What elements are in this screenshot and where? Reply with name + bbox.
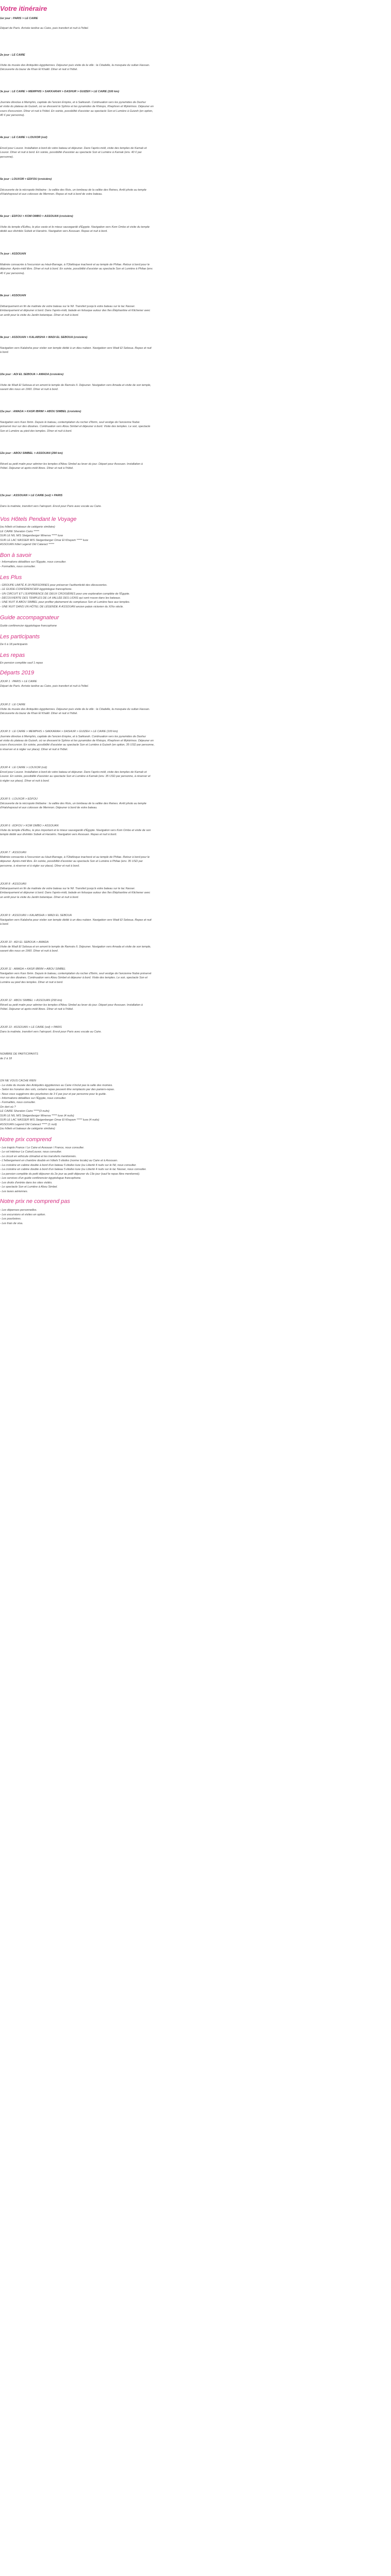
- text-line: Départ de Paris. Arrivée tardive au Caire, puis transfert et nuit à l'hôtel.: [0, 27, 89, 30]
- list-item: - UNE NUIT DANS UN HÔTEL DE LÉGENDE À ASSOUAN ancien palais victorien du XIXe siècle.: [0, 605, 124, 608]
- text-line: SUR LE NIL M/S Steigenberger Minerva ***** luxe (4 nuits): [0, 1114, 74, 1117]
- list-item: - UNE NUIT À ABOU SIMBEL pour profiter pleinement du somptueux Son et Lumière face aux temples.: [0, 601, 131, 604]
- section-heading: Départs 2019: [0, 670, 35, 676]
- list-item: - Nous vous suggérons des pourboires de 3 € par jour et par personne pour le guide.: [0, 1093, 107, 1096]
- text-line: personne, à réserver et à régler sur place). Dîner et nuit à bord.: [0, 865, 80, 868]
- day-title: JOUR 11 : AMADA > KASR IBRIM > ABOU SIMBEL: [0, 968, 66, 971]
- section-heading: Bon à savoir: [0, 552, 32, 558]
- text-line: Découverte du bazar de Khan El Khalili. Dîner et nuit à l'hôtel.: [0, 712, 78, 715]
- text-line: Navigation vers Kasr Ibrim. Depuis le bateau, contemplation du rocher d'Ibrim, seul vestige de l'ancienne Nubie préservé: [0, 972, 152, 975]
- text-line: Navigation vers Kasr Ibrim. Depuis le bateau, contemplation du rocher d'Ibrim, seul vestige de l'ancienne Nubie: [0, 421, 140, 424]
- text-line: savant dès nous en 1960. Dîner et nuit à bord.: [0, 388, 59, 391]
- text-line: LE CAIRE Sheraton Cairo *****(3 nuits): [0, 1110, 50, 1113]
- text-line: Découverte du bazar de Khan El Khalili. Dîner et nuit à l'hôtel.: [0, 68, 78, 71]
- text-line: Dans la matinée, transfert vers l'aéroport. Envol pour Paris avec escale au Caire.: [0, 505, 102, 508]
- day-title: JOUR 3 : LE CAIRE > MEMPHIS > SAKKARAH > DASHUR > GUIZEH > LE CAIRE (100 km): [0, 730, 118, 733]
- text-line: On dort où ?: [0, 1106, 16, 1109]
- text-line: De 6 à 18 participants: [0, 643, 28, 646]
- list-item: - LE GUIDE-CONFÉRENCIER égyptologue francophone.: [0, 588, 73, 591]
- text-line: l'hôtel. Déjeuner et après-midi libres. Dîner et nuit à l'hôtel.: [0, 467, 74, 470]
- text-line: un arrêt pour la visite du Jardin botanique. Dîner et nuit à bord.: [0, 896, 79, 899]
- list-item: - La visite du musée des Antiquités égyptiennes au Caire n'inclut pas la salle des momies.: [0, 1084, 113, 1087]
- text-line: Réveil au petit matin pour admirer les temples d'Abou Simbel au lever du jour. Départ pour Assouan. Installation à: [0, 1004, 143, 1007]
- list-item: - Le vol intérieur Le Caire/Louxor, nous consulter.: [0, 1150, 62, 1154]
- day-title: JOUR 9 : ASSOUAN > KALABSHA > WADI EL SEBOUA: [0, 914, 72, 917]
- day-title: ON NE VOUS CACHE RIEN: [0, 1079, 36, 1082]
- text-line: Visite du musée des Antiquités égyptiennes. Déjeuner puis visite de la ville : la Citadelle, la mosquée du sultan Hassan.: [0, 708, 150, 711]
- text-line: Visite du temple d'Edfou, le plus vaste et le mieux sauvegardé d'Égypte. Navigation vers Kom Ombo et visite du temple: [0, 226, 150, 229]
- text-line: Guide conférencier égyptologue francophone: [0, 624, 57, 628]
- text-line: déjeuner. Après-midi libre. En soirée, possibilité d'assister au spectacle Son et Lumière à Philae (env. 35 USD par: [0, 860, 143, 863]
- text-line: déjeuner. Après-midi libre. Dîner et nuit à bord. En soirée, possibilité d'assister au spectacle Son et Lumière à Philae (env.: [0, 267, 153, 270]
- text-line: Louxor. En soirée, possibilité d'assister au spectacle Son et Lumière à Karnak (env. 35 USD par personne, à réserver et: [0, 775, 151, 778]
- list-item: - Les frais de visa.: [0, 1222, 23, 1225]
- text-line: 40 € par personne).: [0, 114, 25, 117]
- day-title: JOUR 6 : EDFOU > KOM OMBO > ASSOUAN: [0, 824, 59, 827]
- list-item: - GROUPE LIMITÉ À 18 PERSONNES pour préserver l'authenticité des découvertes.: [0, 584, 107, 587]
- text-line: Navigation vers Kalabsha pour visiter son temple dédié à un dieu nubien. Navigation vers Wadi El Seboua. Repas et nuit: [0, 919, 152, 922]
- list-item: - L'hébergement en chambre double en hôtels 5 étoiles (norme locale) au Caire et à Assouan.: [0, 1159, 118, 1162]
- list-item: - La pension complète du petit déjeuner du 2e jour au petit déjeuner du 13e jour (sauf le repas libre mentionné).: [0, 1173, 140, 1176]
- list-item: - Les trajets France / Le Caire et Assouan / France, nous consulter.: [0, 1146, 85, 1149]
- text-line: Lumière au pied des temples. Dîner et nuit à bord.: [0, 981, 63, 984]
- text-line: Journée dévolue à Memphis, capitale de l'ancien Empire, et à Sakkarah. Continuation vers les pyramides de Dashur: [0, 735, 146, 738]
- text-line: préservé mur sur des dizaines. Continuation vers Abou Simbel et déjeuner à bord. Visite des temples. Le soir, spectacle: [0, 425, 151, 428]
- list-item: - Informations détaillées sur l'Égypte, nous consulter.: [0, 1097, 67, 1100]
- section-heading: Vos Hôtels Pendant le Voyage: [0, 516, 77, 522]
- text-line: Visite du temple d'Edfou, le plus important et le mieux sauvegardé d'Égypte. Navigation vers Kom Ombo et visite de son: [0, 829, 151, 832]
- text-line: Débarquement en fin de matinée de votre bateau sur le Nil. Transfert jusqu'à votre bateau sur le lac Nasser.: [0, 887, 136, 890]
- text-line: SUR LE LAC NASSER M/S Steigenberger Omar El Khayam ***** luxe: [0, 539, 88, 542]
- text-line: Visite de Wadi El Seboua et en amont le temple de Ramsès II. Déjeuner. Navigation vers Amada et visite de son temple,: [0, 945, 151, 948]
- text-line: Journée dévolue à Memphis, capitale de l'ancien Empire, et à Sakkarah. Continuation vers les pyramides de Dashur: [0, 101, 146, 104]
- day-title: NOMBRE DE PARTICIPANTS: [0, 1053, 38, 1056]
- text-line: Matinée consacrée à l'excursion au Haut-Barrage, à l'Obélisque inachevé et au temple de Philae. Retour à bord pour le: [0, 263, 150, 266]
- text-line: Son et Lumière au pied des temples. Dîner et nuit à bord.: [0, 430, 72, 433]
- list-item: - Le circuit en véhicule climatisé et les transferts mentionnés.: [0, 1155, 77, 1158]
- text-line: savant dès nous en 1960. Dîner et nuit à bord.: [0, 950, 59, 953]
- list-item: - UN CIRCUIT ET L'EXPÉRIENCE DE DEUX CROISIÈRES pour une exploration complète de l'Égypte.: [0, 592, 130, 596]
- section-heading: Les Plus: [0, 574, 22, 581]
- text-line: Visite du musée des Antiquités égyptiennes. Déjeuner puis visite de la ville : la Citadelle, la mosquée du sultan Hassan.: [0, 64, 150, 67]
- list-item: - La croisière en cabine double à bord d'un bateau 5 étoiles luxe (ou Liberté 4 nuits sur le Nil, nous consulter.: [0, 1164, 137, 1167]
- text-line: à bord.: [0, 923, 9, 926]
- list-item: - Les pourboires.: [0, 1217, 22, 1221]
- section-heading: Les participants: [0, 634, 40, 640]
- list-item: - Les services d'un guide conférencier égyptologue francophone.: [0, 1177, 82, 1180]
- day-heading: 1er jour : PARIS > LE CAIRE: [0, 17, 38, 20]
- list-item: - DÉCOUVERTE DES TEMPLES DE LA VALLÉE DES LIONS qui sont rrouve dans les bateaux.: [0, 597, 121, 600]
- section-heading: Guide accompagnateur: [0, 615, 59, 621]
- text-line: LE CAIRE Sheraton Cairo *****: [0, 530, 39, 533]
- text-line: ASSOUAN Legend Old Cataract ***** (1 nuit): [0, 1123, 57, 1126]
- day-heading: 7e jour : ASSOUAN: [0, 252, 26, 256]
- text-line: Visite de Wadi El Seboua et en amont le temple de Ramsès II. Déjeuner. Navigation vers Amada et visite de son temple,: [0, 384, 151, 387]
- text-line: personne).: [0, 156, 14, 159]
- list-item: - Les dépenses personnelles.: [0, 1209, 37, 1212]
- text-line: Envol pour Louxor. Installation à bord de votre bateau et déjeuner. Dans l'après-midi, visite des temples de Karnak et: [0, 771, 147, 774]
- text-line: un arrêt pour la visite du Jardin botanique. Dîner et nuit à bord.: [0, 314, 79, 317]
- section-heading: Notre prix comprend: [0, 1137, 52, 1143]
- text-line: Découverte de la nécropole thébaine : la vallée des Rois, un tombeau de la vallée des Reines, Arrêt photo au temple: [0, 189, 146, 192]
- text-line: (ou hôtels et bateaux de catégorie similaire): [0, 526, 55, 529]
- list-item: - Les excursions et visites en option.: [0, 1213, 46, 1216]
- text-line: SUR LE NIL M/S Steigenberger Minerva ***** luxe: [0, 534, 63, 537]
- text-line: à régler sur place). Dîner et nuit à bord.: [0, 779, 50, 783]
- day-title: JOUR 7 : ASSOUAN: [0, 851, 26, 854]
- text-line: Réveil au petit matin pour admirer les temples d'Abou Simbel au lever du jour. Départ pour Assouan. Installation à: [0, 463, 143, 466]
- text-line: Louxor. Dîner et nuit à bord. En soirée, possibilité d'assister au spectacle Son et Lumière à Karnak (env. 40 € par: [0, 151, 142, 154]
- day-title: JOUR 13 : ASSOUAN > LE CAIRE (vol) > PARIS: [0, 1026, 62, 1029]
- list-item: - Le spectacle Son et Lumière à Abou Simbel.: [0, 1185, 58, 1189]
- text-line: mur sur des dizaines. Continuation vers Abou Simbel et déjeuner à bord. Visite des temples. Le soir, spectacle Son et: [0, 976, 148, 979]
- day-heading: 12e jour : ABOU SIMBEL > ASSOUAN (290 km): [0, 452, 63, 455]
- day-title: JOUR 1 : PARIS > LE CAIRE: [0, 680, 37, 683]
- day-heading: 4e jour : LE CAIRE > LOUXOR (vol): [0, 136, 47, 139]
- day-title: JOUR 2 : LE CAIRE: [0, 703, 26, 706]
- text-line: SUR LE LAC NASSER M/S Steigenberger Omar El Khayam ***** luxe (4 nuits): [0, 1118, 100, 1122]
- list-item: - Informations détaillées sur l'Égypte, nous consulter.: [0, 561, 67, 564]
- list-item: - Les taxes aériennes.: [0, 1190, 28, 1193]
- list-item: - Les droits d'entrée dans les sites visités.: [0, 1181, 53, 1184]
- text-line: et visite du plateau de Guizeh, où se dressent le Sphinx et les pyramides de Khéops, Khephren et Mykérinos. Déjeuner en: [0, 739, 154, 742]
- section-heading: Les repas: [0, 652, 25, 658]
- text-line: à bord.: [0, 351, 9, 354]
- text-line: Navigation vers Kalabsha pour visiter son temple dédié à un dieu nubien. Navigation vers Wadi El Seboua. Repas et nuit: [0, 347, 152, 350]
- text-line: (ou hôtels et bateaux de catégorie similaire): [0, 1127, 55, 1130]
- text-line: cours d'excursion. Dîner et nuit à l'hôtel. En soirée, possibilité d'assister au spectacle Son et Lumière à Guizeh (en option,: [0, 110, 153, 113]
- day-title: JOUR 4 : LE CAIRE > LOUXOR (vol): [0, 766, 47, 769]
- text-line: à réserver et à régler sur place). Dîner et nuit à l'hôtel.: [0, 748, 68, 751]
- day-title: JOUR 5 : LOUXOR > EDFOU: [0, 798, 38, 801]
- text-line: et visite du plateau de Guizeh, où se dressent le Sphinx et les pyramides de Khéops, Khephren et Mykérinos. Déjeuner en: [0, 105, 154, 108]
- day-title: JOUR 8 : ASSOUAN: [0, 883, 26, 886]
- day-title: JOUR 10 : ADI EL SEBOUA > AMADA: [0, 941, 49, 944]
- text-line: En pension complète sauf 1 repas: [0, 662, 43, 665]
- text-line: Embarquement et déjeuner à bord. Dans l'après-midi, balade en felouque autour des îles Éléphantine et Kitchener avec: [0, 891, 151, 894]
- day-heading: 6e jour : EDFOU > KOM OMBO > ASSOUAN (croisière): [0, 215, 73, 218]
- day-heading: 3e jour : LE CAIRE > MEMPHIS > SAKKARAH > DASHUR > GUIZEH > LE CAIRE (100 km): [0, 90, 119, 93]
- day-heading: 9e jour : ASSOUAN > KALABSHA > WADI EL SEBOUA (croisière): [0, 336, 88, 339]
- section-heading: Notre prix ne comprend pas: [0, 1198, 70, 1205]
- day-heading: 8e jour : ASSOUAN: [0, 294, 26, 297]
- list-item: - Formalités, nous consulter.: [0, 565, 36, 568]
- text-line: Matinée consacrée à l'excursion au Haut-Barrage, à l'Obélisque inachevé et au temple de Philae. Retour à bord pour le: [0, 856, 150, 859]
- text-line: Découverte de la nécropole thébaine : la vallée des Rois, un tombeau de la vallée des Reines. Arrêt photo au temple: [0, 802, 146, 805]
- text-line: l'hôtel. Déjeuner et après-midi libres. Dîner et nuit à l'hôtel.: [0, 1008, 74, 1011]
- day-heading: 2e jour : LE CAIRE: [0, 54, 25, 57]
- page-title: Votre itinéraire: [0, 5, 47, 12]
- text-line: ASSOUAN hôtel Legend Old Cataract *****: [0, 543, 54, 546]
- text-line: cours d'excursion. En soirée, possibilité d'assister au spectacle Son et Lumière à Guizeh (en option, 35 USD par personne,: [0, 743, 155, 747]
- text-line: temple dédié aux divinités Sobek et Haroéris. Navigation vers Assouan. Repas et nuit à bord.: [0, 833, 117, 836]
- text-line: Départ de Paris. Arrivée tardive au Caire, puis transfert et nuit à l'hôtel.: [0, 685, 89, 688]
- day-heading: 11e jour : AMADA > KASR IBRIM > ABOU SIMBEL (croisière): [0, 410, 82, 413]
- day-heading: 13e jour : ASSOUAN > LE CAIRE (vol) > PARIS: [0, 494, 63, 497]
- text-line: Dans la matinée, transfert vers l'aéroport. Envol pour Paris avec escale au Caire.: [0, 1030, 102, 1033]
- text-line: de 2 à 18: [0, 1057, 12, 1060]
- text-line: Débarquement en fin de matinée de votre bateau sur le Nil. Transfert jusqu'à votre bateau sur le lac Nasser.: [0, 305, 136, 308]
- text-line: 40 € par personne).: [0, 272, 25, 275]
- day-heading: 10e jour : ADI EL SEBOUA > AMADA (croisière): [0, 373, 64, 376]
- list-item: - Selon les horaires des vols, certains repas peuvent être remplacés par des paniers-repas.: [0, 1088, 115, 1091]
- list-item: - La croisière en cabine double à bord d'un bateau 5 étoiles luxe (ou Liberté 4 nuits sur le lac Nasser, nous consulter.: [0, 1168, 146, 1171]
- text-line: Embarquement et déjeuner à bord. Dans l'après-midi, balade en felouque autour des îles Éléphantine et Kitchener avec: [0, 309, 151, 312]
- text-line: d'Hatshepsout et aux colosses de Memnon. Repas et nuit à bord de votre bateau.: [0, 193, 103, 196]
- text-line: Envol pour Louxor. Installation à bord de votre bateau et déjeuner. Dans l'après-midi, visite des temples de Karnak et: [0, 147, 147, 150]
- text-line: d'Hatshepsout et aux colosses de Memnon. Déjeuner à bord de votre bateau.: [0, 806, 97, 809]
- text-line: dédié aux divinités Sobek et Haroéris. Navigation vers Assouan. Repas et nuit à bord.: [0, 230, 108, 233]
- day-heading: 5e jour : LOUXOR > EDFOU (croisière): [0, 178, 52, 181]
- list-item: - Formalités, nous consulter.: [0, 1101, 36, 1104]
- day-title: JOUR 12 : ABOU SIMBEL > ASSOUAN (290 km): [0, 999, 62, 1002]
